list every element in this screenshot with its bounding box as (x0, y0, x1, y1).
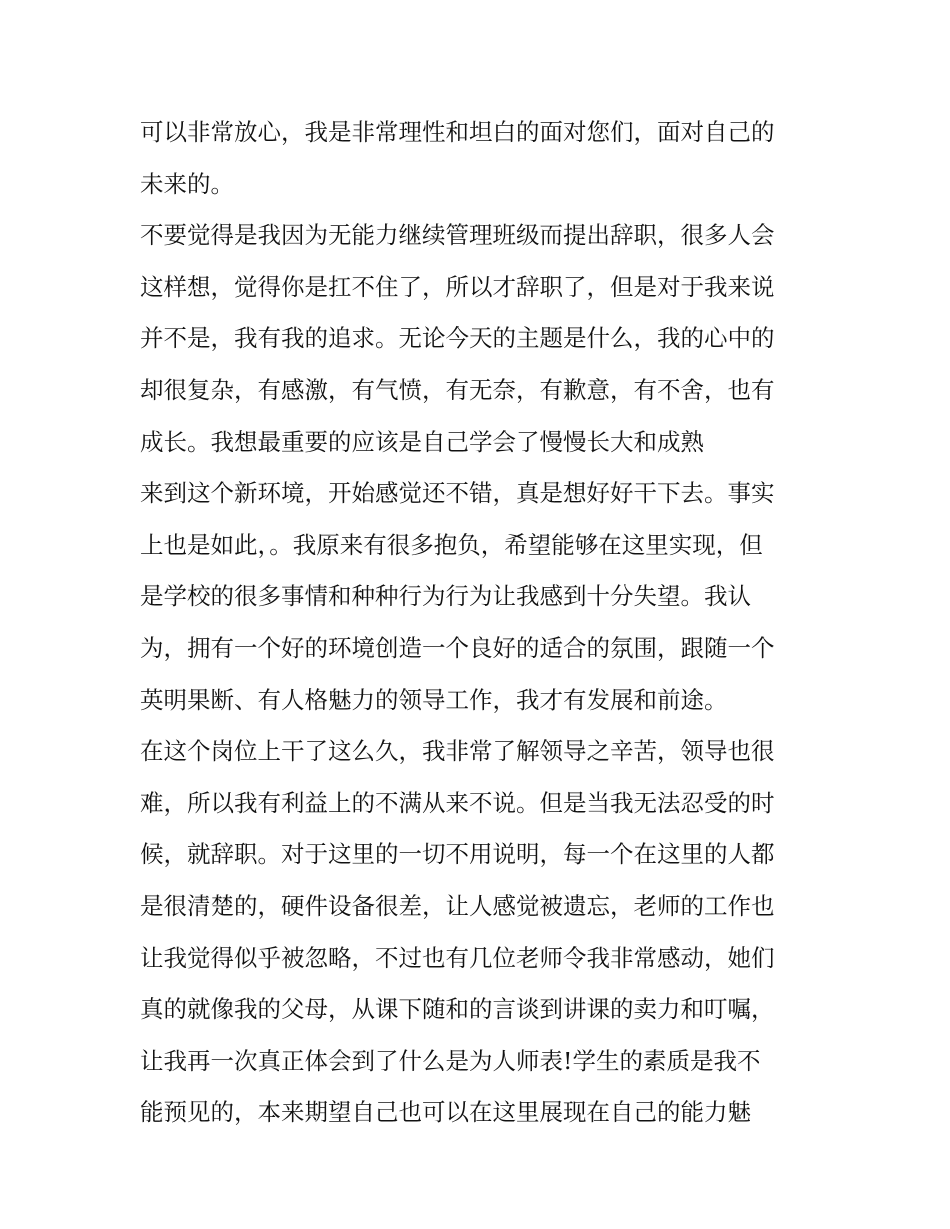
text-line: 未来的。 (140, 169, 234, 198)
text-line: 不要觉得是我因为无能力继续管理班级而提出辞职，很多人会 (140, 221, 775, 250)
text-line: 让我觉得似乎被忽略，不过也有几位老师令我非常感动，她们 (140, 943, 775, 972)
text-line: 真的就像我的父母，从课下随和的言谈到讲课的卖力和叮嘱， (140, 995, 775, 1024)
text-line: 可以非常放心，我是非常理性和坦白的面对您们，面对自己的 (140, 118, 775, 146)
text-line: 为，拥有一个好的环境创造一个良好的适合的氛围，跟随一个 (140, 633, 775, 662)
text-line: 候，就辞职。对于这里的一切不用说明，每一个在这里的人都 (140, 840, 775, 869)
text-line: 却很复杂，有感激，有气愤，有无奈，有歉意，有不舍，也有 (140, 375, 775, 404)
text-line: 是学校的很多事情和种种行为行为让我感到十分失望。我认 (140, 582, 751, 611)
text-line: 成长。我想最重要的应该是自己学会了慢慢长大和成熟 (140, 427, 704, 456)
text-line: 让我再一次真正体会到了什么是为人师表!学生的素质是我不 (140, 1046, 761, 1075)
body-text (140, 107, 820, 1139)
text-line: 在这个岗位上干了这么久，我非常了解领导之辛苦，领导也很 (140, 737, 775, 766)
text-line: 英明果断、有人格魅力的领导工作，我才有发展和前途。 (140, 685, 728, 714)
text-line: 难，所以我有利益上的不满从来不说。但是当我无法忍受的时 (140, 788, 775, 817)
text-line: 这样想，觉得你是扛不住了，所以才辞职了，但是对于我来说 (140, 272, 775, 301)
text-line: 是很清楚的，硬件设备很差，让人感觉被遗忘，老师的工作也 (140, 891, 775, 920)
text-line: 能预见的，本来期望自己也可以在这里展现在自己的能力魅 (140, 1098, 751, 1127)
text-line: 并不是，我有我的追求。无论今天的主题是什么，我的心中的 (140, 324, 775, 353)
text-line: 来到这个新环境，开始感觉还不错，真是想好好干下去。事实 (140, 479, 775, 508)
text-line: 上也是如此，。我原来有很多抱负，希望能够在这里实现，但 (140, 530, 763, 559)
